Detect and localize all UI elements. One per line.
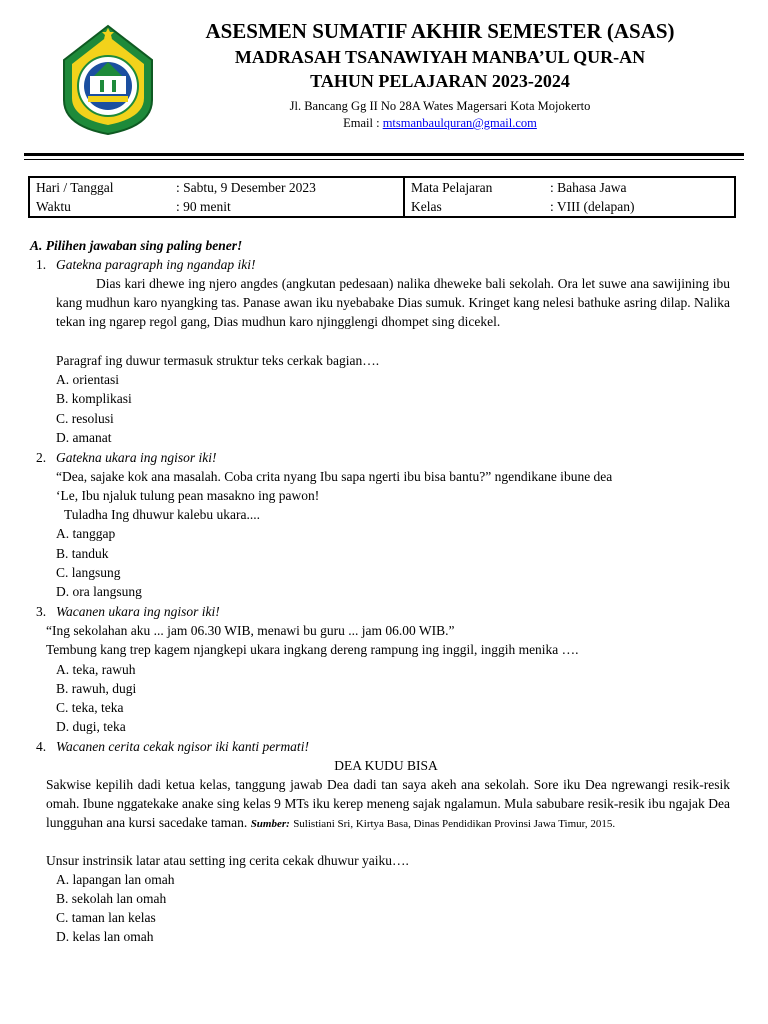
q4-instruction: Wacanen cerita cekak ngisor iki kanti permati! [56,739,309,754]
q3-option-a: A. teka, rawuh [56,662,136,677]
q2-option-c: C. langsung [56,565,121,580]
q1-option-a: A. orientasi [56,372,119,387]
q2-dialog-1: “Dea, sajake kok ana masalah. Coba crita nyang Ibu sapa ngerti ibu bisa bantu?” ngendikane ibune dea [56,469,613,484]
q1-passage: Dias kari dhewe ing njero angdes (angkutan pedesaan) nalika dheweke bali sekolah. Ora let suwe ana sawijining ibu kang mudhun karo nyangking tas. Panase awan iku nyebabake Dias sumuk. Kringet kang nelesi bathuke asring dilap. Nalika tekan ing ngarep regol gang, Dias mudhun karo njingglengi dhompet sing dicekel. [56,276,730,330]
header-divider-thick [24,153,744,156]
q3-sentence: “Ing sekolahan aku ... jam 06.30 WIB, menawi bu guru ... jam 06.00 WIB.” [46,623,455,638]
info-class-value: : VIII (delapan) [550,199,635,214]
q2-option-b: B. tanduk [56,546,109,561]
info-class-label: Kelas [411,199,442,214]
q3-option-b: B. rawuh, dugi [56,681,137,696]
q4-option-a: A. lapangan lan omah [56,872,175,887]
school-logo-icon [60,22,156,138]
email-label: Email : [343,116,383,130]
q2-instruction: Gatekna ukara ing ngisor iki! [56,450,217,465]
info-day-label: Hari / Tanggal [36,180,114,195]
q2-option-a: A. tanggap [56,526,116,541]
info-time-label: Waktu [36,199,71,214]
exam-info-box [28,176,736,218]
q1-option-c: C. resolusi [56,411,114,426]
q4-passage [46,775,730,835]
q3-number: 3. [36,604,47,619]
info-day-value: : Sabtu, 9 Desember 2023 [176,180,316,195]
q1-instruction: Gatekna paragraph ing ngandap iki! [56,257,256,272]
q2-question: Tuladha Ing dhuwur kalebu ukara.... [64,507,260,522]
q4-source-label: Sumber: [250,818,290,831]
school-name: MADRASAH TSANAWIYAH MANBA’UL QUR-AN [234,47,646,67]
q1-question: Paragraf ing duwur termasuk struktur teks cerkak bagian…. [56,353,380,368]
q3-question: Tembung kang trep kagem njangkepi ukara ingkang dereng rampung ing inggil, inggih menika …. [46,642,579,657]
info-subject-value: : Bahasa Jawa [550,180,627,195]
q3-option-d: D. dugi, teka [56,719,126,734]
school-email-line [160,115,720,131]
q4-option-c: C. taman lan kelas [56,910,156,925]
q4-question: Unsur instrinsik latar atau setting ing cerita cekak dhuwur yaiku…. [46,853,409,868]
q1-option-d: D. amanat [56,430,112,445]
header-divider-thin [24,159,744,160]
q4-source: Sulistiani Sri, Kirtya Basa, Dinas Pendidikan Provinsi Jawa Timur, 2015. [293,818,616,831]
info-subject-label: Mata Pelajaran [411,180,493,195]
q4-story-title: DEA KUDU BISA [334,758,438,773]
q2-number: 2. [36,450,47,465]
q1-number: 1. [36,257,47,272]
q2-option-d: D. ora langsung [56,584,142,599]
q2-dialog-2: ‘Le, Ibu njaluk tulung pean masakno ing pawon! [56,488,320,503]
academic-year: TAHUN PELAJARAN 2023-2024 [310,71,570,91]
q3-instruction: Wacanen ukara ing ngisor iki! [56,604,220,619]
q4-option-b: B. sekolah lan omah [56,891,167,906]
email-link[interactable]: mtsmanbaulquran@gmail.com [382,116,537,130]
q3-option-c: C. teka, teka [56,700,124,715]
exam-title: ASESMEN SUMATIF AKHIR SEMESTER (ASAS) [205,19,675,43]
q4-number: 4. [36,739,47,754]
q1-option-b: B. komplikasi [56,391,132,406]
info-box-divider [403,178,405,216]
section-heading: A. Pilihen jawaban sing paling bener! [30,238,243,253]
school-address: Jl. Bancang Gg II No 28A Wates Magersari Kota Mojokerto [289,99,591,113]
info-time-value: : 90 menit [176,199,231,214]
q4-option-d: D. kelas lan omah [56,929,154,944]
q4-passage-text: Sakwise kepilih dadi ketua kelas, tanggung jawab Dea dadi tan saya akeh ana sekolah. Sore iku Dea ngrewangi resik-resik omah. Ibune nggatekake anake sing kelas 9 MTs iku kerep meneng sajak ngalamun. Mula sabubare resik-resik ibu ngajak Dea lungguhan ana kursi sacedake taman. [46,777,730,831]
